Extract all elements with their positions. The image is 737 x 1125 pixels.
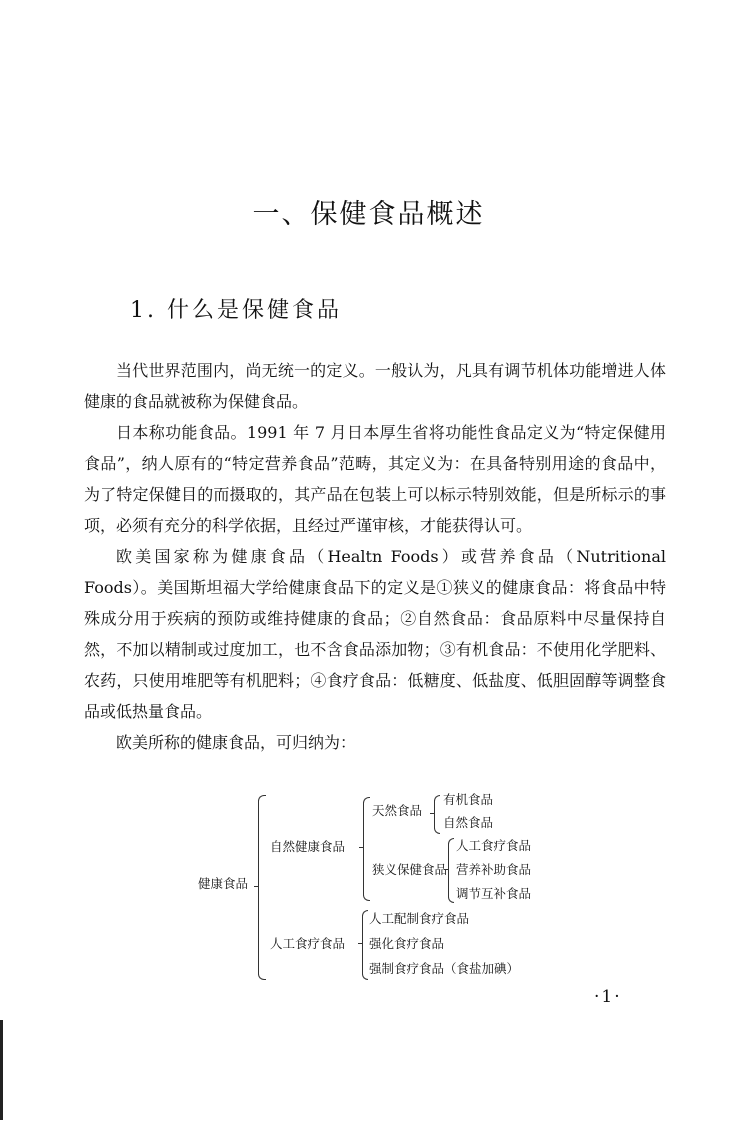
tree-node-tianran: 天然食品 [372,803,423,818]
paragraph: 当代世界范围内，尚无统一的定义。一般认为，凡具有调节机体功能增进人体健康的食品就被称为保健食品。 [84,361,666,411]
tree-node-natural: 自然健康食品 [270,839,346,854]
tree-leaf: 强化食疗食品 [369,936,445,951]
natural-brace [363,797,370,901]
tree-leaf: 自然食品 [443,815,494,830]
xiayi-brace [448,838,454,903]
tree-leaf: 营养补助食品 [456,862,532,877]
root-brace [258,795,266,980]
tree-leaf: 有机食品 [443,792,494,807]
chapter-title: 一、保健食品概述 [252,199,485,230]
tree-leaf: 人工食疗食品 [456,838,532,853]
section-title: 1. 什么是保健食品 [130,298,342,323]
page-number: ·1· [594,987,622,1007]
paragraph: 欧美国家称为健康食品（Healtn Foods）或营养食品（Nutritional Foods）。美国斯坦福大学给健康食品下的定义是①狭义的健康食品：将食品中特殊成分用于疾病的预防或维持健康的食品；②自然食品：食品原料中尽量保持自然，不加以精制或过度加工，也不含食品添加物；③有机食品：不使用化学肥料、农药，只使用堆肥等有机肥料；④食疗食品：低糖度、低盐度、低胆固醇等调整食品或低热量食品。 [84,547,666,721]
paragraph: 欧美所称的健康食品，可归纳为： [116,733,357,752]
tree-node-xiayi: 狭义保健食品 [372,862,448,877]
tree-leaf: 人工配制食疗食品 [369,911,470,926]
scan-edge [0,1020,3,1120]
tianran-brace [434,795,440,834]
tree-leaf: 强制食疗食品（食盐加碘） [369,961,520,976]
artificial-brace [362,910,368,980]
tree-leaf: 调节互补食品 [456,886,532,901]
tree-node-artificial: 人工食疗食品 [270,936,346,951]
tree-root-label: 健康食品 [198,876,249,891]
paragraph: 日本称功能食品。1991 年 7 月日本厚生省将功能性食品定义为“特定保健用食品”，纳人原有的“特定营养食品”范畴，其定义为：在具备特别用途的食品中，为了特定保健目的而摄取的，其产品在包装上可以标示特别效能，但是所标示的事项，必须有充分的科学依据，且经过严谨审核，才能获得认可。 [84,423,666,535]
